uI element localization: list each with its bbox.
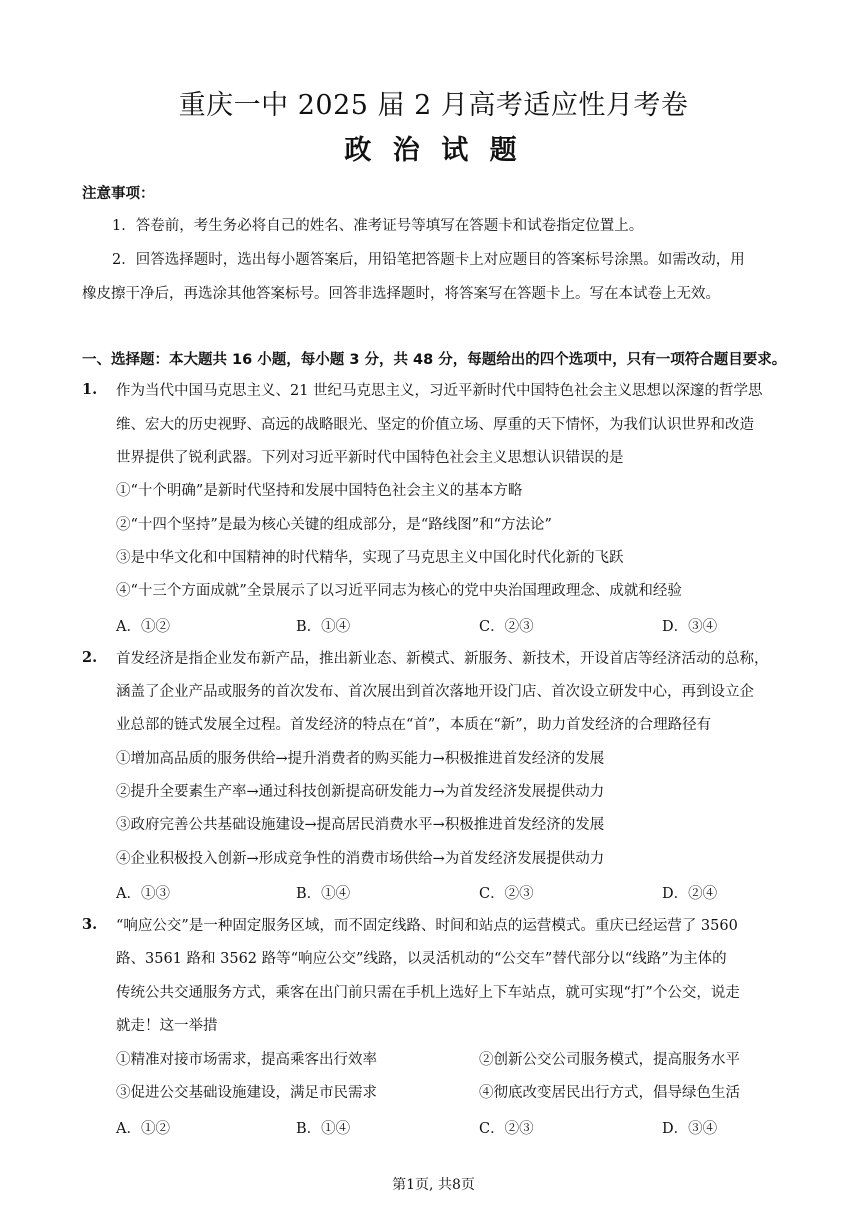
- question-number: 2.: [82, 649, 98, 666]
- question-item: ②提升全要素生产率→通过科技创新提高研发能力→为首发经济发展提供动力: [116, 784, 605, 800]
- notice-line: 2．回答选择题时，选出每小题答案后，用铅笔把答题卡上对应题目的答案标号涂黑。如需改动，用: [112, 252, 745, 268]
- question-item: ①增加高品质的服务供给→提升消费者的购买能力→积极推进首发经济的发展: [116, 751, 605, 767]
- question-item: ③是中华文化和中国精神的时代精华，实现了马克思主义中国化时代化新的飞跃: [116, 550, 624, 566]
- question-item: ①“十个明确”是新时代坚持和发展中国特色社会主义的基本方略: [116, 483, 523, 499]
- question-item: ②创新公交公司服务模式，提高服务水平: [479, 1052, 740, 1068]
- choice-b[interactable]: B．①④: [296, 1121, 351, 1137]
- choice-a[interactable]: A．①②: [116, 1121, 170, 1137]
- question-item: ③促进公交基础设施建设，满足市民需求: [116, 1085, 377, 1101]
- exam-title: 重庆一中 2025 届 2 月高考适应性月考卷: [178, 90, 689, 121]
- question-item: ①精准对接市场需求，提高乘客出行效率: [116, 1052, 377, 1068]
- question-item: ④“十三个方面成就”全景展示了以习近平同志为核心的党中央治国理政理念、成就和经验: [116, 583, 682, 599]
- question-item: ③政府完善公共基础设施建设→提高居民消费水平→积极推进首发经济的发展: [116, 817, 605, 833]
- choice-d[interactable]: D．②④: [662, 886, 718, 902]
- notice-line: 橡皮擦干净后，再选涂其他答案标号。回答非选择题时，将答案写在答题卡上。写在本试卷上无效。: [82, 286, 720, 302]
- question-stem-line: 业总部的链式发展全过程。首发经济的特点在“首”，本质在“新”，助力首发经济的合理路径有: [116, 717, 712, 733]
- question-stem-line: “响应公交”是一种固定服务区域，而不固定线路、时间和站点的运营模式。重庆已经运营了 3560: [116, 918, 738, 934]
- choice-c[interactable]: C．②③: [479, 619, 534, 635]
- notice-line: 1．答卷前，考生务必将自己的姓名、准考证号等填写在答题卡和试卷指定位置上。: [112, 218, 644, 234]
- question-stem-line: 维、宏大的历史视野、高远的战略眼光、坚定的价值立场、厚重的天下情怀，为我们认识世界和改造: [116, 417, 754, 433]
- choice-c[interactable]: C．②③: [479, 886, 534, 902]
- question-stem-line: 路、3561 路和 3562 路等“响应公交”线路，以灵活机动的“公交车”替代部分以“线路”为主体的: [116, 951, 727, 967]
- choice-b[interactable]: B．①④: [296, 619, 351, 635]
- question-item: ④企业积极投入创新→形成竞争性的消费市场供给→为首发经济发展提供动力: [116, 851, 605, 867]
- question-item: ②“十四个坚持”是最为核心关键的组成部分，是“路线图”和“方法论”: [116, 517, 552, 533]
- page-number: 第1页, 共8页: [392, 1177, 475, 1193]
- question-stem-line: 传统公共交通服务方式，乘客在出门前只需在手机上选好上下车站点，就可实现“打”个公交，说走: [116, 985, 740, 1001]
- question-stem-line: 就走！这一举措: [116, 1018, 218, 1034]
- question-number: 3.: [82, 916, 98, 933]
- question-number: 1.: [82, 381, 98, 398]
- choice-b[interactable]: B．①④: [296, 886, 351, 902]
- notice-heading: 注意事项：: [82, 186, 155, 202]
- question-stem-line: 涵盖了企业产品或服务的首次发布、首次展出到首次落地开设门店、首次设立研发中心，再到设立企: [116, 684, 754, 700]
- choice-a[interactable]: A．①③: [116, 886, 170, 902]
- choice-d[interactable]: D．③④: [662, 619, 718, 635]
- question-stem-line: 作为当代中国马克思主义、21 世纪马克思主义，习近平新时代中国特色社会主义思想以深邃的哲学思: [116, 383, 763, 399]
- question-stem-line: 首发经济是指企业发布新产品，推出新业态、新模式、新服务、新技术，开设首店等经济活动的总称，: [116, 651, 769, 667]
- choice-a[interactable]: A．①②: [116, 619, 170, 635]
- question-item: ④彻底改变居民出行方式，倡导绿色生活: [479, 1085, 740, 1101]
- question-stem-line: 世界提供了锐利武器。下列对习近平新时代中国特色社会主义思想认识错误的是: [116, 450, 624, 466]
- choice-d[interactable]: D．③④: [662, 1121, 718, 1137]
- exam-subtitle: 政 治 试 题: [344, 135, 523, 166]
- choice-c[interactable]: C．②③: [479, 1121, 534, 1137]
- section-heading: 一、选择题：本大题共 16 小题，每小题 3 分，共 48 分，每题给出的四个选项中，只有一项符合题目要求。: [82, 352, 787, 368]
